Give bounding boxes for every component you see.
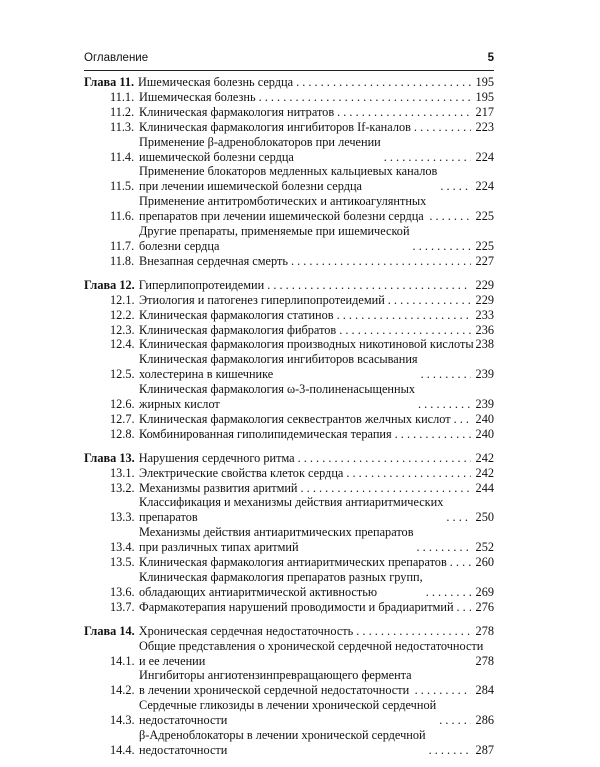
section-entry[interactable] (84, 323, 494, 338)
chapter-label: Глава 11. (84, 75, 135, 89)
section-number: 11.8. (110, 253, 135, 268)
section-title-line: Механизмы действия антиаритмических препаратов (139, 525, 414, 540)
leader-dots (429, 209, 471, 224)
section-page: 238 (475, 337, 494, 352)
leader-dots (395, 427, 471, 442)
section-entry[interactable] (84, 427, 494, 442)
chapter-label: Глава 12. (84, 277, 135, 292)
leader-dots (421, 367, 471, 382)
section-title (139, 412, 451, 427)
section-title-line: Механизмы развития аритмий (139, 480, 298, 495)
section-page: 260 (475, 555, 494, 570)
section-title (139, 698, 436, 728)
section-page: 287 (475, 742, 494, 757)
section-entry[interactable] (84, 293, 494, 308)
chapter-title: Ишемическая болезнь сердца (138, 75, 294, 89)
section-title-line: при различных типах аритмий (139, 540, 299, 555)
section-title-line: в лечении хронической сердечной недостаточности (139, 683, 410, 698)
leader-dots (339, 323, 471, 338)
section-title-line: Клиническая фармакология ω-3-полиненасыщенных (139, 382, 415, 397)
section-title-line: Ишемическая болезнь (139, 89, 256, 104)
section-page: 239 (475, 397, 494, 412)
section-title-line: Ингибиторы ангиотензинпревращающего фермента (139, 668, 412, 683)
section-title (139, 254, 288, 269)
leader-dots (457, 600, 471, 615)
leader-dots (429, 743, 471, 758)
section-title-line: жирных кислот (139, 397, 220, 412)
section-entry[interactable] (84, 728, 494, 758)
section-entry[interactable] (84, 224, 494, 254)
section-entry[interactable] (84, 308, 494, 323)
section-number: 14.3. (110, 713, 135, 728)
leader-dots (417, 540, 471, 555)
chapter-block (84, 278, 494, 442)
section-title (139, 194, 426, 224)
section-page: 225 (475, 209, 494, 224)
section-title (139, 164, 437, 194)
section-entry[interactable] (84, 90, 494, 105)
section-entry[interactable] (84, 337, 494, 352)
section-title (139, 352, 418, 382)
leader-dots (413, 239, 471, 254)
leader-dots (267, 278, 471, 293)
section-page: 224 (475, 179, 494, 194)
section-page: 252 (475, 540, 494, 555)
leader-dots (356, 624, 471, 639)
leader-dots (259, 90, 471, 105)
section-page: 276 (475, 599, 494, 614)
section-title-line: Внезапная сердечная смерть (139, 253, 288, 268)
section-number: 12.4. (110, 337, 135, 352)
section-title-line: β-Адреноблокаторы в лечении хронической сердечной (139, 728, 426, 743)
section-page: 229 (475, 292, 494, 307)
section-title-line: Применение β-адреноблокаторов при лечении (139, 134, 381, 149)
section-title (139, 224, 410, 254)
section-page: 240 (475, 411, 494, 426)
section-page: 236 (475, 322, 494, 337)
section-page: 225 (475, 238, 494, 253)
header-page-number: 5 (487, 52, 494, 64)
section-number: 13.7. (110, 599, 135, 614)
section-number: 13.5. (110, 555, 135, 570)
section-number: 12.2. (110, 307, 135, 322)
section-title-line: недостаточности (139, 713, 228, 728)
section-page: 244 (475, 480, 494, 495)
section-title-line: Клиническая фармакология фибратов (139, 322, 337, 337)
section-title-line: при лечении ишемической болезни сердца (139, 179, 362, 194)
leader-dots (388, 293, 471, 308)
section-title (139, 120, 411, 135)
section-title (139, 570, 423, 600)
chapter-title: Хроническая сердечная недостаточность (138, 623, 354, 638)
section-title (139, 308, 334, 323)
section-number: 11.6. (110, 209, 135, 224)
chapter-block (84, 451, 494, 615)
section-title (139, 427, 392, 442)
section-number: 14.1. (110, 653, 135, 668)
section-entry[interactable] (84, 194, 494, 224)
section-number: 13.3. (110, 510, 135, 525)
section-title-line: Клиническая фармакология ингибиторов If-каналов (139, 119, 411, 134)
section-title-line: обладающих антиаритмической активностью (139, 584, 378, 599)
section-entry[interactable] (84, 382, 494, 412)
chapter-title: Нарушения сердечного ритма (138, 450, 295, 465)
section-entry[interactable] (84, 120, 494, 135)
section-number: 12.7. (110, 411, 135, 426)
chapter-page: 242 (475, 450, 494, 465)
chapter-page: 195 (475, 75, 494, 89)
leader-dots (291, 254, 471, 269)
section-page: 217 (475, 104, 494, 119)
section-title (139, 639, 483, 669)
section-title-line: Фармакотерапия нарушений проводимости и брадиаритмий (139, 599, 454, 614)
section-title-line: Клиническая фармакология секвестрантов желчных кислот (139, 411, 451, 426)
page-header (84, 52, 494, 70)
section-entry[interactable] (84, 525, 494, 555)
leader-dots (418, 397, 471, 412)
section-title (139, 555, 447, 570)
section-title-line: Классификация и механизмы действия антиаритмических (139, 495, 444, 510)
section-title-line: препаратов при лечении ишемической болезни сердца (139, 209, 424, 224)
section-title (139, 728, 426, 758)
section-title-line: препаратов (139, 510, 198, 525)
section-title-line: Сердечные гликозиды в лечении хронической сердечной (139, 698, 437, 713)
section-title-line: Другие препараты, применяемые при ишемической (139, 224, 410, 239)
section-title-line: недостаточности (139, 742, 228, 757)
section-entry[interactable] (84, 164, 494, 194)
section-entry[interactable] (84, 481, 494, 496)
section-page: 278 (475, 653, 494, 668)
section-title (139, 481, 298, 496)
section-entry[interactable] (84, 555, 494, 570)
section-page: 223 (475, 119, 494, 134)
section-number: 11.5. (110, 179, 135, 194)
section-title-line: Этиология и патогенез гиперлипопротеидемий (139, 292, 385, 307)
section-page: 242 (475, 465, 494, 480)
leader-dots (426, 585, 471, 600)
section-title-line: Клиническая фармакология ингибиторов всасывания (139, 352, 418, 367)
leader-dots (414, 120, 471, 135)
section-number: 11.1. (110, 89, 135, 104)
section-title (139, 495, 443, 525)
leader-dots (439, 713, 471, 728)
section-entry[interactable] (84, 495, 494, 525)
section-title (139, 525, 414, 555)
section-title-line: Комбинированная гиполипидемическая терапия (139, 426, 392, 441)
section-number: 11.2. (110, 104, 135, 119)
section-page: 224 (475, 149, 494, 164)
section-number: 12.5. (110, 367, 135, 382)
section-entry[interactable] (84, 412, 494, 427)
leader-dots (346, 466, 471, 481)
section-number: 12.8. (110, 426, 135, 441)
section-entry[interactable] (84, 352, 494, 382)
section-title (139, 668, 412, 698)
section-title-line: болезни сердца (139, 238, 220, 253)
section-page: 286 (475, 713, 494, 728)
chapter-block (84, 624, 494, 758)
section-title (139, 293, 385, 308)
section-number: 13.4. (110, 540, 135, 555)
leader-dots (337, 308, 471, 323)
section-title-line: Общие представления о хронической сердечной недостаточности (139, 638, 484, 653)
section-page: 233 (475, 307, 494, 322)
section-title-line: ишемической болезни сердца (139, 149, 294, 164)
chapter-label: Глава 13. (84, 450, 135, 465)
leader-dots (450, 555, 471, 570)
section-title (139, 105, 334, 120)
section-page: 250 (475, 510, 494, 525)
chapter-page: 229 (475, 277, 494, 292)
leader-dots (384, 150, 471, 165)
section-title (139, 323, 336, 338)
section-title-line: Электрические свойства клеток сердца (139, 465, 344, 480)
header-rule (84, 70, 494, 71)
chapter-page: 278 (475, 623, 494, 638)
section-title-line: Применение антитромботических и антикоагулянтных (139, 194, 427, 209)
leader-dots (446, 510, 471, 525)
chapter-title: Гиперлипопротеидемии (138, 277, 265, 292)
table-of-contents (84, 75, 494, 767)
section-title-line: Клиническая фармакология статинов (139, 307, 334, 322)
section-title-line: Клиническая фармакология антиаритмических препаратов (139, 555, 447, 570)
section-entry[interactable] (84, 466, 494, 481)
header-title: Оглавление (84, 52, 149, 64)
section-entry[interactable] (84, 254, 494, 269)
section-title-line: холестерина в кишечнике (139, 367, 274, 382)
section-entry[interactable] (84, 639, 494, 669)
section-page: 239 (475, 367, 494, 382)
section-number: 12.6. (110, 397, 135, 412)
section-number: 11.3. (110, 119, 135, 134)
section-page: 269 (475, 584, 494, 599)
section-title (139, 135, 381, 165)
section-title (139, 382, 415, 412)
chapter-heading[interactable] (84, 624, 494, 639)
section-title-line: и ее лечении (139, 653, 206, 668)
section-entry[interactable] (84, 570, 494, 600)
leader-dots (415, 683, 471, 698)
section-page: 227 (475, 253, 494, 268)
leader-dots (298, 451, 471, 466)
section-entry[interactable] (84, 600, 494, 615)
chapter-block (84, 75, 494, 269)
chapter-heading[interactable] (84, 75, 494, 90)
section-title-line: Применение блокаторов медленных кальциевых каналов (139, 164, 438, 179)
section-entry[interactable] (84, 105, 494, 120)
section-title (139, 600, 454, 615)
leader-dots (337, 105, 471, 120)
section-number: 14.2. (110, 683, 135, 698)
section-number: 13.2. (110, 480, 135, 495)
section-title-line: Клиническая фармакология препаратов разных групп, (139, 570, 423, 584)
section-page: 195 (475, 89, 494, 104)
section-title (139, 337, 474, 352)
section-entry[interactable] (84, 135, 494, 165)
section-page: 240 (475, 426, 494, 441)
section-number: 11.4. (110, 149, 135, 164)
section-entry[interactable] (84, 668, 494, 698)
chapter-heading[interactable] (84, 451, 494, 466)
section-number: 14.4. (110, 742, 135, 757)
chapter-heading[interactable] (84, 278, 494, 293)
section-title-line: Клиническая фармакология нитратов (139, 104, 335, 119)
section-number: 13.6. (110, 584, 135, 599)
section-number: 11.7. (110, 238, 135, 253)
leader-dots (440, 179, 471, 194)
section-number: 12.3. (110, 322, 135, 337)
section-entry[interactable] (84, 698, 494, 728)
section-page: 284 (475, 683, 494, 698)
section-title (139, 90, 256, 105)
section-title (139, 466, 343, 481)
section-number: 13.1. (110, 465, 135, 480)
chapter-label: Глава 14. (84, 623, 135, 638)
section-title-line: Клиническая фармакология производных никотиновой кислоты (139, 337, 474, 352)
section-number: 12.1. (110, 292, 135, 307)
leader-dots (296, 75, 471, 90)
leader-dots (301, 481, 471, 496)
leader-dots (454, 412, 471, 427)
